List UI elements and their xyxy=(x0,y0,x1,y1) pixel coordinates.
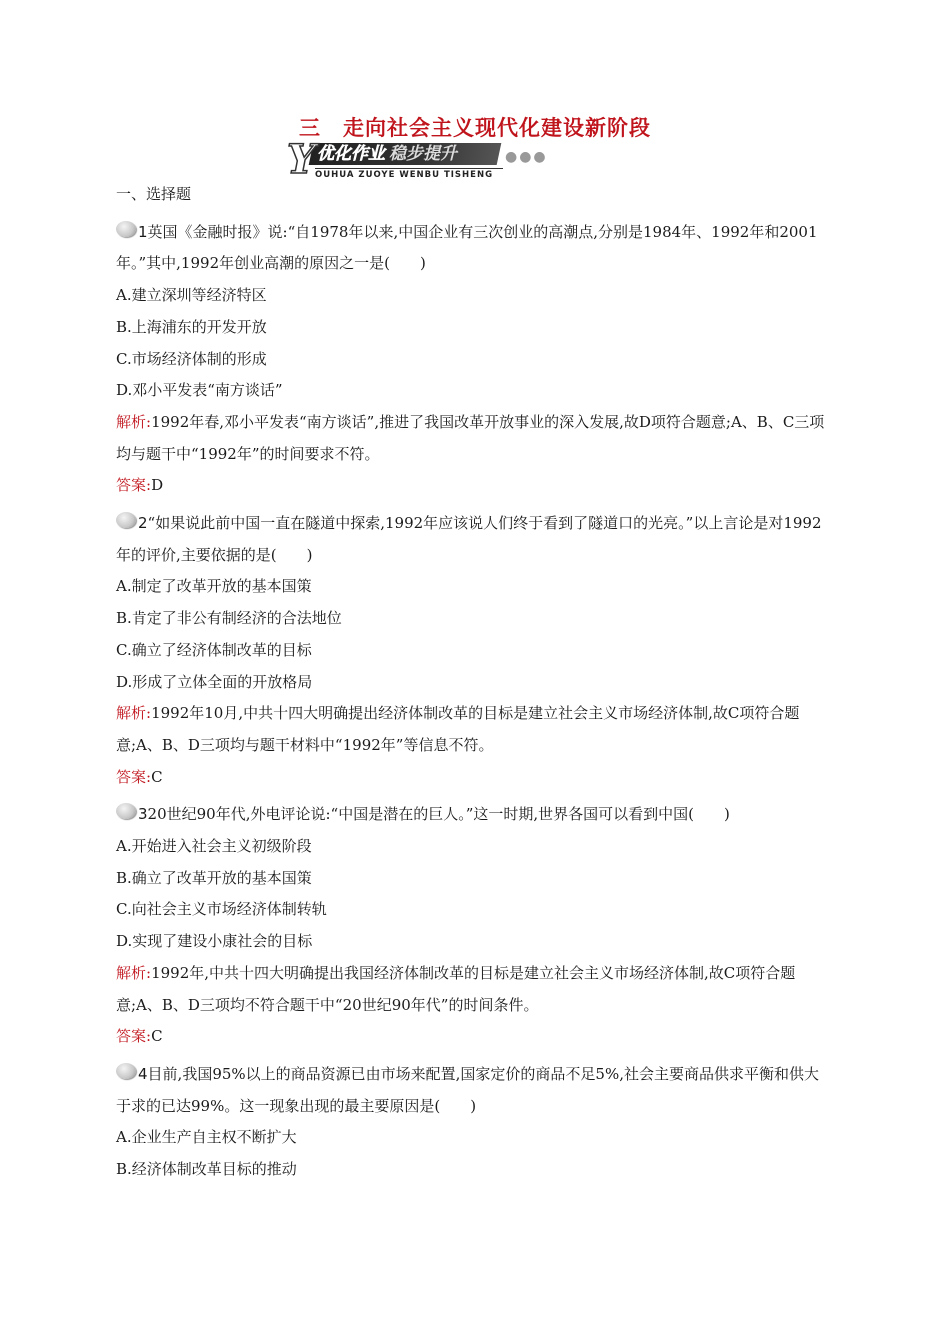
question-2 xyxy=(116,508,832,793)
question-1 xyxy=(116,217,832,502)
document-body xyxy=(116,179,832,1186)
question-4 xyxy=(116,1059,832,1186)
question-marker-icon xyxy=(116,1063,138,1081)
banner-chinese xyxy=(317,143,457,165)
answer-value: C xyxy=(151,767,163,786)
question-text: 20世纪90年代,外电评论说:“中国是潜在的巨人。”这一时期,世界各国可以看到中国( ) xyxy=(147,805,730,824)
title-number: 三 xyxy=(299,116,321,140)
answer-value: C xyxy=(151,1027,163,1046)
option-c: C.市场经济体制的形成 xyxy=(116,349,267,368)
option-d: D.实现了建设小康社会的目标 xyxy=(116,932,313,951)
section-heading: 一、选择题 xyxy=(116,185,192,203)
answer-value: D xyxy=(151,476,164,495)
answer-label: 答案: xyxy=(116,1027,152,1046)
option-a: A.制定了改革开放的基本国策 xyxy=(116,577,312,596)
question-marker-icon xyxy=(116,803,138,821)
analysis-label: 解析: xyxy=(116,704,152,723)
analysis-label: 解析: xyxy=(116,963,152,982)
option-b: B.肯定了非公有制经济的合法地位 xyxy=(116,609,342,628)
analysis xyxy=(116,958,832,1021)
question-text: 目前,我国95%以上的商品资源已由市场来配置,国家定价的商品不足5%,社会主要商品供求平衡和供大于求的已达99%。这一现象出现的最主要原因是( ) xyxy=(116,1064,819,1115)
option-a: A.企业生产自主权不断扩大 xyxy=(116,1128,297,1147)
option-d: D.邓小平发表“南方谈话” xyxy=(116,381,283,400)
workbook-banner-logo xyxy=(287,136,548,183)
answer xyxy=(116,1021,832,1053)
analysis xyxy=(116,407,832,470)
option-c: C.向社会主义市场经济体制转轨 xyxy=(116,900,327,919)
question-stem xyxy=(116,1059,832,1122)
option-a: A.开始进入社会主义初级阶段 xyxy=(116,837,312,856)
banner-letter: Y xyxy=(287,136,316,183)
analysis-text: 1992年,中共十四大明确提出我国经济体制改革的目标是建立社会主义市场经济体制,故C项符合题意;A、B、D三项均不符合题干中“20世纪90年代”的时间条件。 xyxy=(116,963,796,1014)
answer-label: 答案: xyxy=(116,476,152,495)
question-number: 3 xyxy=(138,805,148,824)
analysis xyxy=(116,698,832,761)
question-marker-icon xyxy=(116,512,138,530)
option-b: B.确立了改革开放的基本国策 xyxy=(116,868,312,887)
question-number: 1 xyxy=(138,222,148,241)
answer-label: 答案: xyxy=(116,767,152,786)
question-text: “如果说此前中国一直在隧道中探索,1992年应该说人们终于看到了隧道口的光亮。”以上言论是对1992年的评价,主要依据的是( ) xyxy=(116,514,822,564)
banner-cn-part2: 稳步提升 xyxy=(389,144,457,164)
question-number: 2 xyxy=(138,514,148,533)
question-number: 4 xyxy=(138,1064,148,1083)
answer xyxy=(116,470,832,502)
analysis-text: 1992年春,邓小平发表“南方谈话”,推进了我国改革开放事业的深入发展,故D项符合题意;A、B、C三项均与题干中“1992年”的时间要求不符。 xyxy=(116,412,825,463)
answer xyxy=(116,762,832,794)
question-marker-icon xyxy=(116,221,138,239)
option-d: D.形成了立体全面的开放格局 xyxy=(116,672,313,691)
question-text: 英国《金融时报》说:“自1978年以来,中国企业有三次创业的高潮点,分别是1984年、1992年和2001年。”其中,1992年创业高潮的原因之一是( ) xyxy=(116,222,818,273)
analysis-label: 解析: xyxy=(116,412,152,431)
question-stem xyxy=(116,799,832,831)
option-b: B.经济体制改革目标的推动 xyxy=(116,1160,297,1179)
banner-dots: ●●● xyxy=(505,149,548,165)
option-a: A.建立深圳等经济特区 xyxy=(116,286,267,305)
option-c: C.确立了经济体制改革的目标 xyxy=(116,640,312,659)
question-3 xyxy=(116,799,832,1053)
question-stem xyxy=(116,508,832,571)
banner-cn-part1: 优化作业 xyxy=(317,144,385,164)
banner-pinyin: OUHUA ZUOYE WENBU TISHENG xyxy=(315,168,503,180)
analysis-text: 1992年10月,中共十四大明确提出经济体制改革的目标是建立社会主义市场经济体制,故C项符合题意;A、B、D三项均与题干材料中“1992年”等信息不符。 xyxy=(116,704,800,754)
option-b: B.上海浦东的开发开放 xyxy=(116,317,267,336)
title-text: 走向社会主义现代化建设新阶段 xyxy=(343,116,651,140)
question-stem xyxy=(116,217,832,280)
